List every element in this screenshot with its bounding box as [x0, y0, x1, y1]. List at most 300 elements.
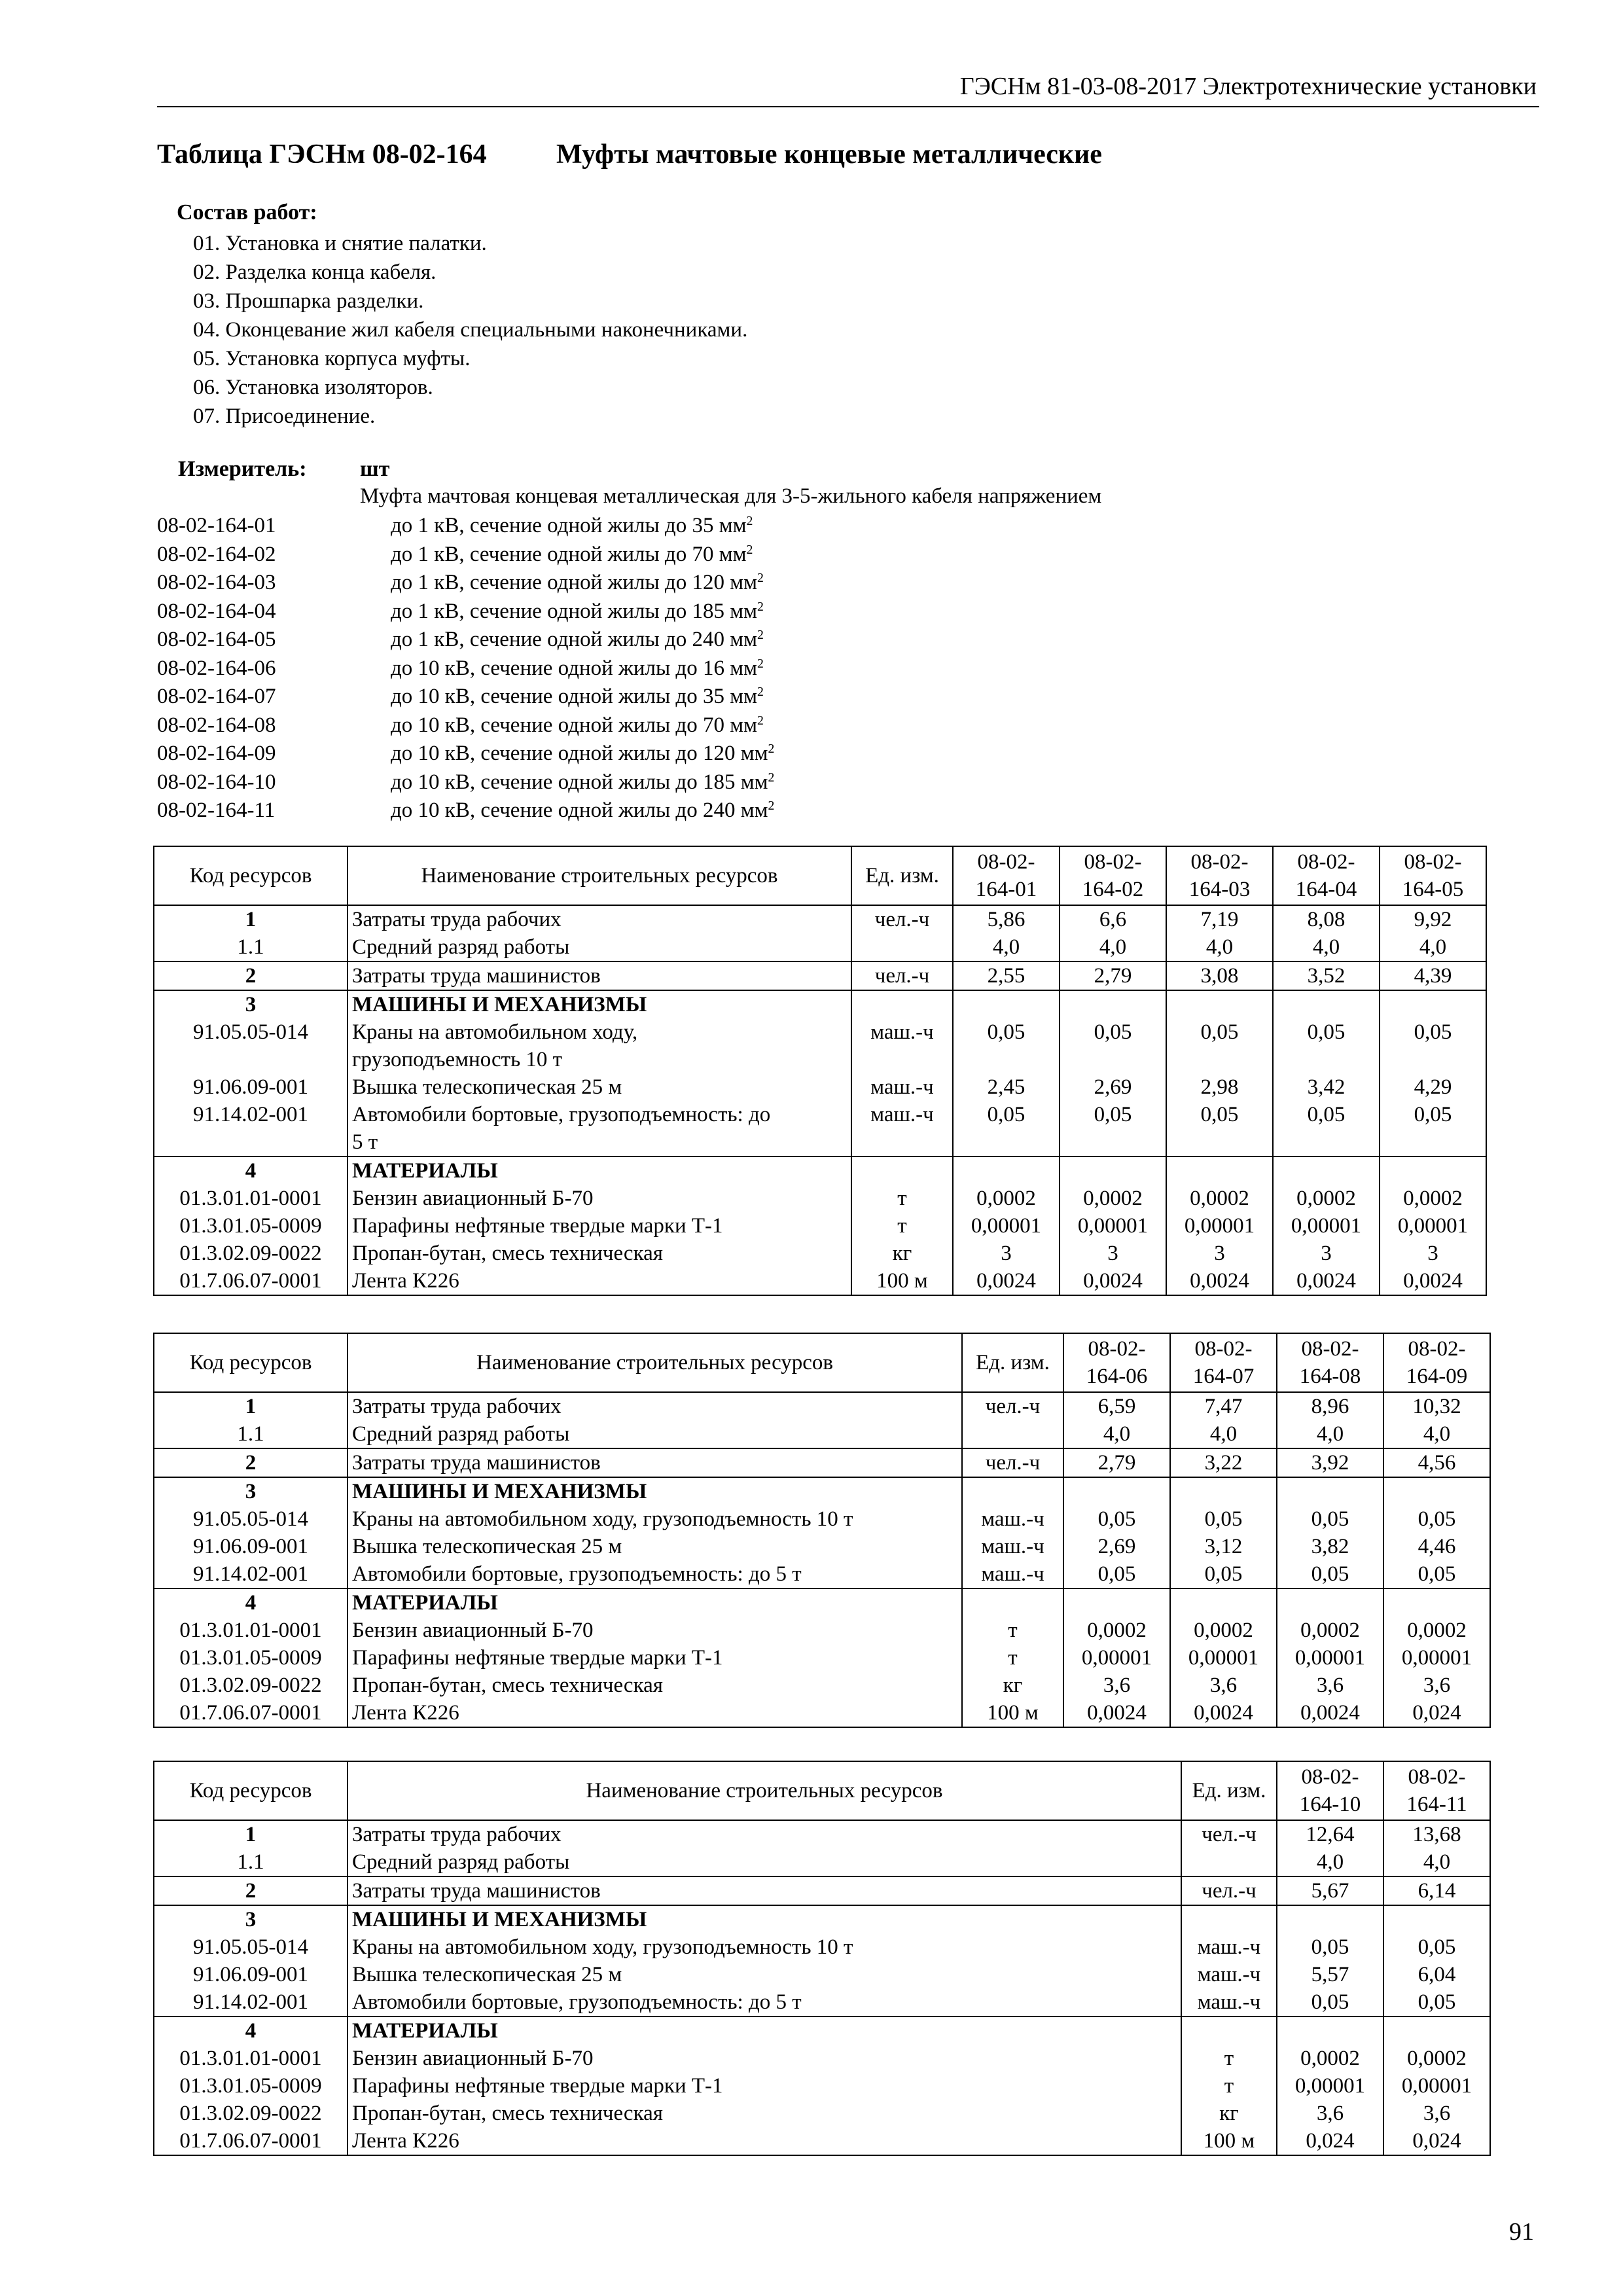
- resource-code: 4: [154, 1157, 348, 1185]
- norm-code-part: 08-02-: [1190, 850, 1249, 874]
- resource-unit: [851, 1157, 953, 1185]
- norm-value: 4,0: [1273, 933, 1380, 961]
- resource-code: 91.06.09-001: [154, 1961, 348, 1988]
- works-item: 04. Оконцевание жил кабеля специальными наконечниками.: [193, 318, 748, 342]
- norm-value: 6,59: [1063, 1392, 1170, 1420]
- table-row: [154, 1448, 1490, 1477]
- resource-name: [348, 1240, 851, 1267]
- norm-value: 4,0: [1170, 1420, 1277, 1448]
- code-row: [157, 626, 774, 655]
- norm-value: 3,82: [1277, 1533, 1383, 1560]
- norm-value: 3,6: [1277, 2100, 1383, 2127]
- norm-value: 0,0002: [1383, 1617, 1490, 1644]
- codes-list: [157, 512, 774, 825]
- table-row: [154, 2045, 1490, 2072]
- resource-unit: маш.-ч: [962, 1560, 1063, 1588]
- norm-value: [1277, 1477, 1383, 1505]
- norm-value: [1380, 990, 1486, 1018]
- norm-value: 0,0024: [1166, 1267, 1273, 1295]
- norm-value: 3: [1166, 1240, 1273, 1267]
- resource-unit: [1181, 1848, 1277, 1876]
- norm-value: 0,024: [1383, 1699, 1490, 1727]
- code-id: 08-02-164-03: [157, 571, 276, 594]
- norm-value: 0,0002: [1273, 1185, 1380, 1212]
- norm-value: 7,47: [1170, 1392, 1277, 1420]
- code-row: [157, 740, 774, 768]
- header-name: Наименование строительных ресурсов: [348, 846, 851, 905]
- norm-value: 0,0002: [1380, 1185, 1486, 1212]
- norm-value: [1060, 1157, 1166, 1185]
- code-row: [157, 655, 774, 683]
- resource-unit: 100 м: [962, 1699, 1063, 1727]
- table-row: [154, 1157, 1486, 1185]
- norm-value: 0,05: [1060, 1101, 1166, 1157]
- works-item: 03. Прошпарка разделки.: [193, 289, 424, 313]
- header-norm-column: [1273, 846, 1380, 905]
- norm-value: 5,57: [1277, 1961, 1383, 1988]
- resource-name: [348, 1848, 1181, 1876]
- resource-name-line: Пропан-бутан, смесь техническая: [352, 1242, 663, 1265]
- norm-value: 3: [1380, 1240, 1486, 1267]
- norm-code-part: 08-02-: [1404, 850, 1462, 874]
- norm-code-part: 164-04: [1295, 878, 1357, 901]
- unit-superscript: 2: [768, 770, 775, 785]
- norm-value: 0,00001: [1277, 1644, 1383, 1672]
- norm-value: [1383, 1477, 1490, 1505]
- code-description: до 10 кВ, сечение одной жилы до 16 мм: [391, 656, 757, 680]
- norm-value: 6,14: [1383, 1876, 1490, 1905]
- resource-unit: т: [1181, 2072, 1277, 2100]
- resource-name-line: Затраты труда машинистов: [352, 1451, 601, 1475]
- code-description: до 10 кВ, сечение одной жилы до 240 мм: [391, 798, 768, 822]
- norm-value: 0,05: [1273, 1101, 1380, 1157]
- header-code: Код ресурсов: [154, 1333, 348, 1392]
- resource-name: [348, 990, 851, 1018]
- code-row: [157, 711, 774, 740]
- norm-value: 0,05: [1383, 1933, 1490, 1961]
- table-row: [154, 2127, 1490, 2155]
- resource-code: 01.3.01.05-0009: [154, 1644, 348, 1672]
- norm-code-part: 08-02-: [977, 850, 1035, 874]
- resource-name-line: Краны на автомобильном ходу, грузоподъемность 10 т: [352, 1507, 853, 1531]
- resource-name-line: Автомобили бортовые, грузоподъемность: до 5 т: [352, 1990, 802, 2014]
- resource-code: 1: [154, 905, 348, 933]
- norm-value: 0,05: [1166, 1018, 1273, 1073]
- table-row: [154, 2100, 1490, 2127]
- resource-code: 1.1: [154, 1420, 348, 1448]
- norm-value: 0,05: [953, 1101, 1060, 1157]
- resource-name: [348, 1505, 962, 1533]
- resource-code: 1: [154, 1820, 348, 1848]
- code-description: до 1 кВ, сечение одной жилы до 185 мм: [391, 599, 757, 623]
- norm-value: 2,98: [1166, 1073, 1273, 1101]
- table-row: [154, 2017, 1490, 2045]
- norm-value: 0,0024: [1060, 1267, 1166, 1295]
- norm-value: 0,05: [1380, 1101, 1486, 1157]
- resource-name-line: Вышка телескопическая 25 м: [352, 1075, 622, 1099]
- code-description: до 1 кВ, сечение одной жилы до 70 мм: [391, 542, 747, 566]
- table-row: [154, 1420, 1490, 1448]
- norm-value: 3,42: [1273, 1073, 1380, 1101]
- table-number: Таблица ГЭСНм 08-02-164: [157, 139, 487, 170]
- norm-value: [953, 990, 1060, 1018]
- works-heading: Состав работ:: [177, 200, 317, 224]
- resource-name: [348, 1073, 851, 1101]
- header-code: Код ресурсов: [154, 846, 348, 905]
- table-row: [154, 1073, 1486, 1101]
- norm-value: 9,92: [1380, 905, 1486, 933]
- norm-value: 0,0024: [1273, 1267, 1380, 1295]
- resource-name-line: МАТЕРИАЛЫ: [352, 1159, 498, 1183]
- resource-name: [348, 961, 851, 990]
- resource-name-line: Бензин авиационный Б-70: [352, 1619, 594, 1642]
- works-list: [193, 229, 747, 431]
- code-id: 08-02-164-04: [157, 599, 276, 623]
- resource-unit: маш.-ч: [962, 1533, 1063, 1560]
- resource-unit: кг: [1181, 2100, 1277, 2127]
- norm-value: 0,0002: [1277, 1617, 1383, 1644]
- table-row: [154, 1699, 1490, 1727]
- resource-name: [348, 933, 851, 961]
- resource-code: 01.3.02.09-0022: [154, 2100, 348, 2127]
- norm-value: [1380, 1157, 1486, 1185]
- norm-value: 0,05: [1383, 1505, 1490, 1533]
- norm-value: 0,0024: [1380, 1267, 1486, 1295]
- norm-value: 5,86: [953, 905, 1060, 933]
- norm-value: 3,08: [1166, 961, 1273, 990]
- unit-superscript: 2: [757, 599, 764, 614]
- running-header: ГЭСНм 81-03-08-2017 Электротехнические установки: [959, 73, 1537, 100]
- norm-value: 2,79: [1063, 1448, 1170, 1477]
- resource-unit: [962, 1588, 1063, 1617]
- norm-value: 0,00001: [953, 1212, 1060, 1240]
- norm-value: 13,68: [1383, 1820, 1490, 1848]
- norm-value: [1166, 1157, 1273, 1185]
- resource-code: 91.05.05-014: [154, 1018, 348, 1073]
- norm-value: 0,0024: [953, 1267, 1060, 1295]
- resource-name: [348, 1477, 962, 1505]
- unit-superscript: 2: [757, 685, 764, 700]
- norm-value: [1063, 1588, 1170, 1617]
- norm-value: [1383, 2017, 1490, 2045]
- resource-unit: [962, 1477, 1063, 1505]
- norm-code-part: 08-02-: [1297, 850, 1355, 874]
- table-row: [154, 933, 1486, 961]
- resource-name-line: Лента К226: [352, 2129, 459, 2153]
- code-row: [157, 768, 774, 797]
- resource-unit: [1181, 1905, 1277, 1933]
- resource-name-line: МАШИНЫ И МЕХАНИЗМЫ: [352, 1908, 647, 1931]
- resource-table-3: [153, 1761, 1491, 2156]
- header-unit: Ед. изм.: [1181, 1761, 1277, 1820]
- norm-value: 0,0024: [1170, 1699, 1277, 1727]
- table-row: [154, 1617, 1490, 1644]
- resource-name: [348, 1961, 1181, 1988]
- norm-value: 4,46: [1383, 1533, 1490, 1560]
- resource-unit: маш.-ч: [1181, 1933, 1277, 1961]
- header-norm-column: [1277, 1761, 1383, 1820]
- resource-code: 01.3.01.05-0009: [154, 1212, 348, 1240]
- norm-value: 7,19: [1166, 905, 1273, 933]
- resource-name: [348, 1672, 962, 1699]
- resource-name-line: МАТЕРИАЛЫ: [352, 2019, 498, 2043]
- norm-value: 2,55: [953, 961, 1060, 990]
- norm-value: 0,0024: [1277, 1699, 1383, 1727]
- resource-code: 91.14.02-001: [154, 1988, 348, 2017]
- works-item: 02. Разделка конца кабеля.: [193, 260, 437, 284]
- norm-value: 0,05: [1060, 1018, 1166, 1073]
- norm-value: [1273, 990, 1380, 1018]
- code-row: [157, 569, 774, 598]
- unit-superscript: 2: [757, 713, 764, 728]
- header-row: [154, 1761, 1490, 1820]
- resource-name: [348, 1933, 1181, 1961]
- norm-value: 2,69: [1060, 1073, 1166, 1101]
- norm-code-part: 164-10: [1299, 1793, 1361, 1816]
- header-row: [154, 846, 1486, 905]
- unit-superscript: 2: [746, 542, 753, 557]
- header-code: Код ресурсов: [154, 1761, 348, 1820]
- norm-value: 0,00001: [1063, 1644, 1170, 1672]
- code-row: [157, 683, 774, 711]
- unit-superscript: 2: [757, 628, 764, 643]
- norm-value: 0,05: [1273, 1018, 1380, 1073]
- norm-value: 0,0002: [1063, 1617, 1170, 1644]
- resource-code: 01.3.01.01-0001: [154, 1185, 348, 1212]
- code-id: 08-02-164-06: [157, 656, 276, 680]
- norm-value: 0,00001: [1273, 1212, 1380, 1240]
- norm-value: 0,024: [1383, 2127, 1490, 2155]
- norm-value: 3,6: [1383, 1672, 1490, 1699]
- table-row: [154, 1101, 1486, 1157]
- norm-value: 0,00001: [1166, 1212, 1273, 1240]
- norm-value: 2,45: [953, 1073, 1060, 1101]
- norm-value: [1170, 1588, 1277, 1617]
- resource-name: [348, 2072, 1181, 2100]
- norm-value: 3,6: [1063, 1672, 1170, 1699]
- resource-unit: кг: [851, 1240, 953, 1267]
- norm-value: 4,0: [1063, 1420, 1170, 1448]
- norm-value: 0,05: [1166, 1101, 1273, 1157]
- header-unit: Ед. изм.: [851, 846, 953, 905]
- resource-name-line: Автомобили бортовые, грузоподъемность: до: [352, 1103, 771, 1126]
- table-row: [154, 1212, 1486, 1240]
- norm-code-part: 164-09: [1406, 1365, 1468, 1388]
- table-title: [157, 139, 1102, 170]
- code-id: 08-02-164-07: [157, 685, 276, 708]
- norm-value: 0,05: [1383, 1988, 1490, 2017]
- norm-value: 3,6: [1383, 2100, 1490, 2127]
- code-row: [157, 598, 774, 626]
- norm-value: 3,22: [1170, 1448, 1277, 1477]
- norm-code-part: 08-02-: [1408, 1765, 1466, 1789]
- norm-value: [1063, 1477, 1170, 1505]
- resource-name-line: грузоподъемность 10 т: [352, 1048, 563, 1071]
- norm-value: 6,6: [1060, 905, 1166, 933]
- header-rule: [157, 106, 1539, 107]
- resource-code: 2: [154, 1448, 348, 1477]
- resource-name-line: Вышка телескопическая 25 м: [352, 1963, 622, 1986]
- resource-name: [348, 2017, 1181, 2045]
- resource-code: 2: [154, 1876, 348, 1905]
- norm-value: 0,00001: [1170, 1644, 1277, 1672]
- resource-name-line: Средний разряд работы: [352, 1422, 570, 1446]
- resource-name: [348, 2127, 1181, 2155]
- resource-name-line: МАШИНЫ И МЕХАНИЗМЫ: [352, 1480, 647, 1503]
- resource-code: 01.3.01.01-0001: [154, 1617, 348, 1644]
- unit-superscript: 2: [746, 514, 753, 529]
- resource-name-line: МАШИНЫ И МЕХАНИЗМЫ: [352, 993, 647, 1016]
- table-row: [154, 1267, 1486, 1295]
- table-row: [154, 1588, 1490, 1617]
- norm-value: [1277, 1905, 1383, 1933]
- code-description: до 1 кВ, сечение одной жилы до 35 мм: [391, 514, 747, 537]
- code-id: 08-02-164-02: [157, 542, 276, 566]
- meter-label: Измеритель:: [178, 457, 307, 481]
- header-name: Наименование строительных ресурсов: [348, 1333, 962, 1392]
- works-item: 01. Установка и снятие палатки.: [193, 232, 487, 255]
- resource-code: 91.05.05-014: [154, 1933, 348, 1961]
- resource-name: [348, 1905, 1181, 1933]
- norm-value: 0,00001: [1380, 1212, 1486, 1240]
- resource-code: 4: [154, 1588, 348, 1617]
- works-item: 07. Присоединение.: [193, 404, 376, 428]
- resource-unit: маш.-ч: [851, 1018, 953, 1073]
- norm-value: 3: [1060, 1240, 1166, 1267]
- resource-code: 91.06.09-001: [154, 1533, 348, 1560]
- table-row: [154, 990, 1486, 1018]
- table-row: [154, 1988, 1490, 2017]
- norm-value: 4,0: [1277, 1420, 1383, 1448]
- resource-name: [348, 1157, 851, 1185]
- norm-value: 5,67: [1277, 1876, 1383, 1905]
- unit-superscript: 2: [757, 656, 764, 671]
- table-row: [154, 961, 1486, 990]
- resource-name: [348, 1617, 962, 1644]
- norm-value: [1166, 990, 1273, 1018]
- header-norm-column: [1383, 1761, 1490, 1820]
- norm-code-part: 164-07: [1192, 1365, 1255, 1388]
- norm-value: 3,6: [1277, 1672, 1383, 1699]
- resource-code: 91.06.09-001: [154, 1073, 348, 1101]
- norm-value: 0,024: [1277, 2127, 1383, 2155]
- resource-code: 01.3.01.05-0009: [154, 2072, 348, 2100]
- unit-superscript: 2: [768, 798, 775, 814]
- resource-name: [348, 2045, 1181, 2072]
- resource-code: 01.3.02.09-0022: [154, 1672, 348, 1699]
- norm-value: 4,0: [1380, 933, 1486, 961]
- resource-unit: [962, 1420, 1063, 1448]
- resource-unit: 100 м: [851, 1267, 953, 1295]
- norm-value: 4,0: [1383, 1848, 1490, 1876]
- page-number: 91: [1509, 2218, 1534, 2246]
- resource-name: [348, 1101, 851, 1157]
- resource-name-line: Автомобили бортовые, грузоподъемность: до 5 т: [352, 1562, 802, 1586]
- norm-value: 0,05: [1277, 1505, 1383, 1533]
- resource-name: [348, 1392, 962, 1420]
- resource-unit: т: [962, 1617, 1063, 1644]
- resource-unit: т: [1181, 2045, 1277, 2072]
- norm-value: 0,0002: [953, 1185, 1060, 1212]
- norm-code-part: 164-11: [1406, 1793, 1467, 1816]
- code-id: 08-02-164-10: [157, 770, 276, 794]
- norm-code-part: 164-05: [1402, 878, 1464, 901]
- code-id: 08-02-164-08: [157, 713, 276, 737]
- code-id: 08-02-164-09: [157, 742, 276, 765]
- resource-unit: чел.-ч: [1181, 1876, 1277, 1905]
- table-name: Муфты мачтовые концевые металлические: [556, 139, 1102, 170]
- norm-value: 3,92: [1277, 1448, 1383, 1477]
- resource-code: 01.3.01.01-0001: [154, 2045, 348, 2072]
- table-row: [154, 1560, 1490, 1588]
- resource-unit: маш.-ч: [1181, 1961, 1277, 1988]
- header-name: Наименование строительных ресурсов: [348, 1761, 1181, 1820]
- norm-value: 4,0: [1383, 1420, 1490, 1448]
- norm-value: 2,79: [1060, 961, 1166, 990]
- resource-unit: чел.-ч: [962, 1392, 1063, 1420]
- resource-unit: т: [962, 1644, 1063, 1672]
- resource-code: 01.7.06.07-0001: [154, 2127, 348, 2155]
- header-norm-column: [1060, 846, 1166, 905]
- norm-code-part: 08-02-: [1301, 1337, 1359, 1361]
- norm-value: 0,05: [1380, 1018, 1486, 1073]
- resource-unit: маш.-ч: [962, 1505, 1063, 1533]
- norm-value: 3: [1273, 1240, 1380, 1267]
- resource-name-line: Бензин авиационный Б-70: [352, 2047, 594, 2070]
- norm-code-part: 164-02: [1082, 878, 1144, 901]
- table-row: [154, 1961, 1490, 1988]
- resource-name-line: Вышка телескопическая 25 м: [352, 1535, 622, 1558]
- table-row: [154, 1820, 1490, 1848]
- resource-name-line: Средний разряд работы: [352, 935, 570, 959]
- norm-value: 3,12: [1170, 1533, 1277, 1560]
- table-row: [154, 1876, 1490, 1905]
- table-row: [154, 905, 1486, 933]
- resource-name-line: Пропан-бутан, смесь техническая: [352, 1674, 663, 1697]
- resource-unit: чел.-ч: [851, 961, 953, 990]
- norm-value: 4,56: [1383, 1448, 1490, 1477]
- resource-name: [348, 1644, 962, 1672]
- norm-value: [1277, 1588, 1383, 1617]
- resource-code: 3: [154, 1905, 348, 1933]
- norm-value: [1383, 1588, 1490, 1617]
- resource-name: [348, 1018, 851, 1073]
- norm-value: [1277, 2017, 1383, 2045]
- code-description: до 10 кВ, сечение одной жилы до 185 мм: [391, 770, 768, 794]
- resource-unit: маш.-ч: [1181, 1988, 1277, 2017]
- resource-name-line: Затраты труда рабочих: [352, 908, 562, 931]
- norm-value: 4,29: [1380, 1073, 1486, 1101]
- header-norm-column: [1166, 846, 1273, 905]
- norm-value: 12,64: [1277, 1820, 1383, 1848]
- header-norm-column: [1063, 1333, 1170, 1392]
- norm-value: 8,96: [1277, 1392, 1383, 1420]
- table-row: [154, 1240, 1486, 1267]
- norm-code-part: 08-02-: [1084, 850, 1142, 874]
- norm-value: [1060, 990, 1166, 1018]
- norm-value: 4,0: [1166, 933, 1273, 961]
- code-description: до 10 кВ, сечение одной жилы до 35 мм: [391, 685, 757, 708]
- table-row: [154, 1505, 1490, 1533]
- resource-name-line: Бензин авиационный Б-70: [352, 1187, 594, 1210]
- norm-code-part: 08-02-: [1408, 1337, 1466, 1361]
- resource-unit: [1181, 2017, 1277, 2045]
- resource-code: 3: [154, 990, 348, 1018]
- norm-value: 0,00001: [1277, 2072, 1383, 2100]
- resource-code: 1.1: [154, 933, 348, 961]
- norm-value: 2,69: [1063, 1533, 1170, 1560]
- norm-value: 0,05: [1277, 1933, 1383, 1961]
